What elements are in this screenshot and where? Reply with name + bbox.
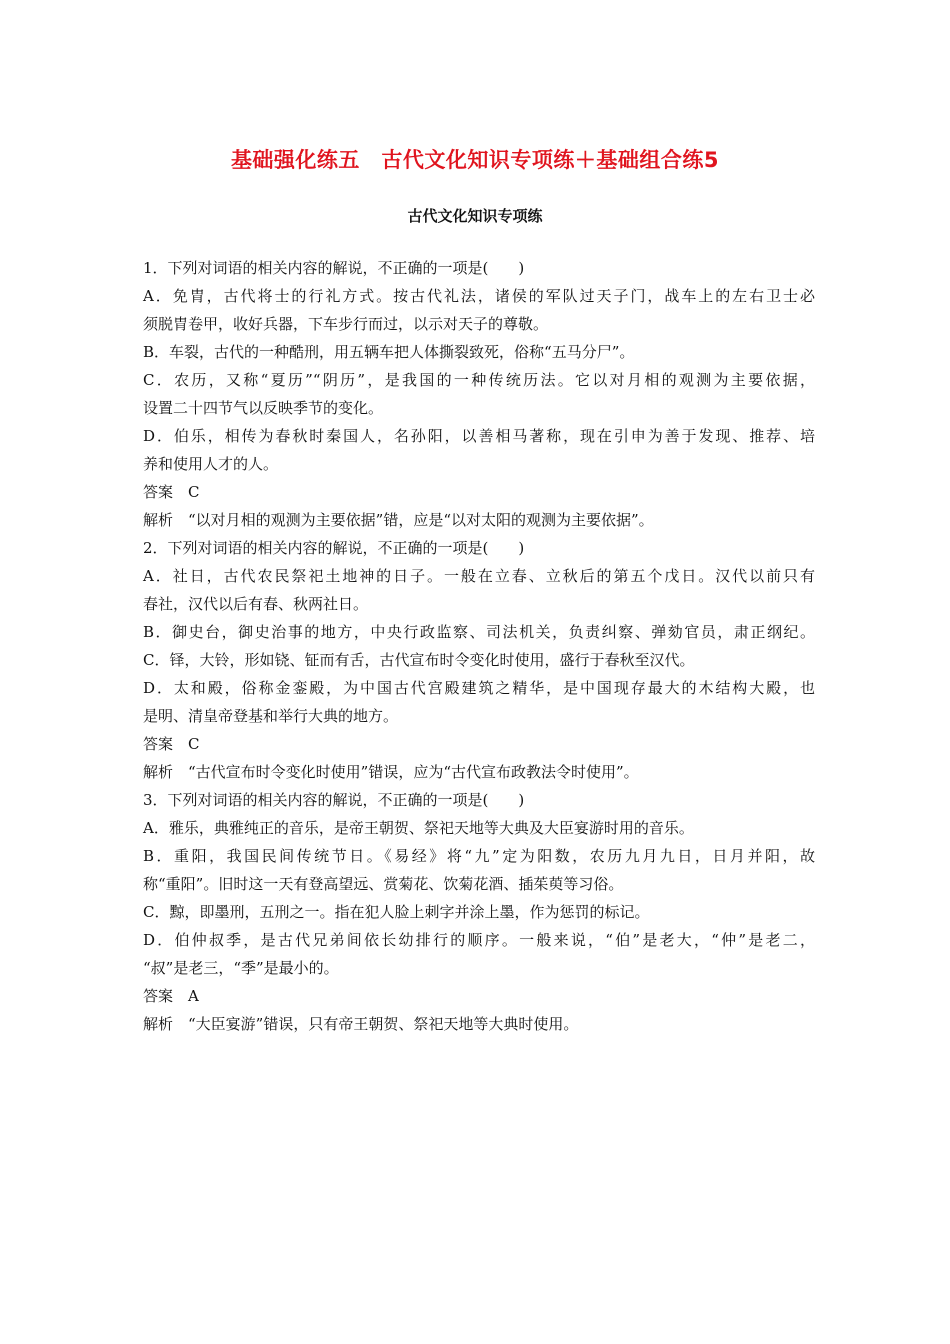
text-line: C．黥，即墨刑，五刑之一。指在犯人脸上刺字并涂上墨，作为惩罚的标记。	[143, 903, 650, 921]
text-line: 设置二十四节气以反映季节的变化。	[143, 399, 384, 417]
text-line: 春社，汉代以后有春、秋两社日。	[143, 595, 369, 613]
text-line: 养和使用人才的人。	[143, 455, 279, 473]
text-line: D．伯乐，相传为春秋时秦国人，名孙阳，以善相马著称，现在引申为善于发现、推荐、培	[143, 427, 815, 445]
text-line: B．车裂，古代的一种酷刑，用五辆车把人体撕裂致死，俗称“五马分尸”。	[143, 343, 635, 361]
text-line: 答案 A	[143, 987, 199, 1005]
text-line: 解析 “古代宣布时令变化时使用”错误，应为“古代宣布政教法令时使用”。	[143, 763, 639, 781]
text-line: “叔”是老三，“季”是最小的。	[143, 959, 339, 977]
text-line: D．伯仲叔季，是古代兄弟间依长幼排行的顺序。一般来说，“伯”是老大，“仲”是老二，	[143, 931, 815, 949]
document-title: 基础强化练五 古代文化知识专项练＋基础组合练5	[230, 148, 720, 172]
text-line: A．社日，古代农民祭祀土地神的日子。一般在立春、立秋后的第五个戊日。汉代以前只有	[143, 567, 815, 585]
text-line: A．雅乐，典雅纯正的音乐，是帝王朝贺、祭祀天地等大典及大臣宴游时用的音乐。	[143, 819, 694, 837]
text-line: 1．下列对词语的相关内容的解说，不正确的一项是( )	[143, 259, 525, 277]
text-line: C．铎，大铃，形如铙、钲而有舌，古代宣布时令变化时使用，盛行于春秋至汉代。	[143, 651, 695, 669]
text-line: B．重阳，我国民间传统节日。《易经》将“九”定为阳数，农历九月九日，日月并阳，故	[143, 847, 815, 865]
text-line: 3．下列对词语的相关内容的解说，不正确的一项是( )	[143, 791, 525, 809]
text-line: D．太和殿，俗称金銮殿，为中国古代宫殿建筑之精华，是中国现存最大的木结构大殿，也	[143, 679, 815, 697]
text-line: 答案 C	[143, 483, 200, 501]
text-line: A．免胄，古代将士的行礼方式。按古代礼法，诸侯的军队过天子门，战车上的左右卫士必	[143, 287, 815, 305]
text-line: 须脱胄卷甲，收好兵器，下车步行而过，以示对天子的尊敬。	[143, 315, 549, 333]
text-line: B．御史台，御史治事的地方，中央行政监察、司法机关，负责纠察、弹劾官员，肃正纲纪。	[143, 623, 815, 641]
text-line: 称“重阳”。旧时这一天有登高望远、赏菊花、饮菊花酒、插茱萸等习俗。	[143, 875, 624, 893]
text-line: 2．下列对词语的相关内容的解说，不正确的一项是( )	[143, 539, 525, 557]
text-line: 解析 “以对月相的观测为主要依据”错，应是“以对太阳的观测为主要依据”。	[143, 511, 654, 529]
text-line: 解析 “大臣宴游”错误，只有帝王朝贺、祭祀天地等大典时使用。	[143, 1015, 579, 1033]
text-line: 答案 C	[143, 735, 200, 753]
section-title: 古代文化知识专项练	[407, 207, 543, 225]
document-body	[143, 254, 815, 1038]
text-line: 是明、清皇帝登基和举行大典的地方。	[143, 707, 399, 725]
text-line: C．农历，又称“夏历”“阴历”，是我国的一种传统历法。它以对月相的观测为主要依据，	[143, 371, 815, 389]
